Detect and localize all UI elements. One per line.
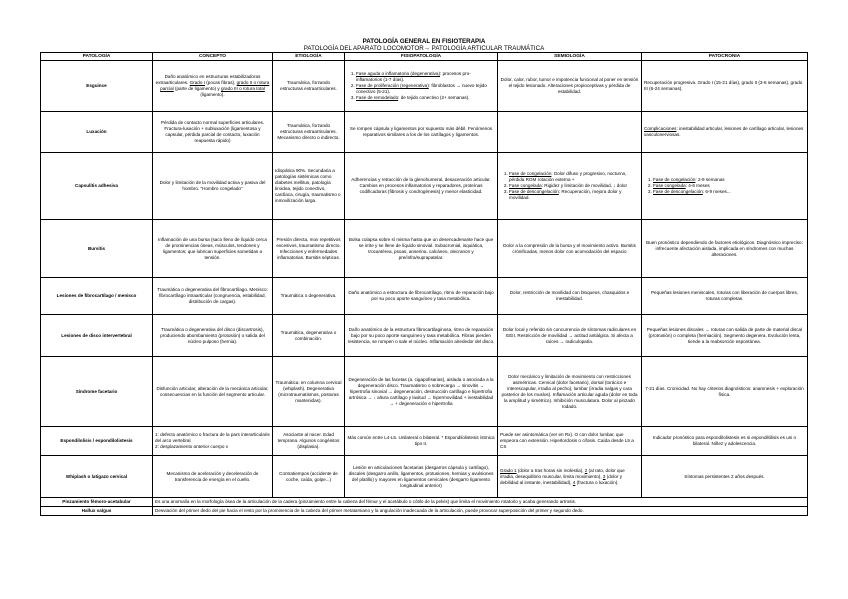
table-row-fibrocartilago [41,278,808,315]
patocronia-cell: Buen pronóstico dependiendo de factores etiológicos. Diagnóstico impreciso: infrecuente afectación aislada, implicada en síndromes con muchas alteraciones. [642,220,808,278]
etiologia-cell: Presión directa, mov repetitivos excesivos, traumatismo directo. Infecciones y enfermedades inflamatorias. Bursitis sépticas. [273,220,345,278]
pathology-name: Esguince [41,61,153,112]
pathology-name: Capsulitis adhesiva [41,153,153,220]
etiologia-cell: Traumática: en columna cervical (whiplash). Degenerativa (microtraumatismos, posturas mantenidas). [273,357,345,427]
fisiopatologia-cell: Más común entre L4-L5. Unilateral o bilateral. * Espondilolistesis ístmica tipo II. [345,427,498,456]
column-header: ETIOLOGÍA [273,53,345,61]
pathology-name: Whiplash o latigazo cervical [41,456,153,498]
patocronia-cell: Indicador pronóstico para espondilolistesis es si espondilólisis es uni o bilateral. Niñez y adolescencia. [642,427,808,456]
concepto-cell: Pérdida de contacto normal superficies articulares. Fractura-luxación + subluxación (ligamentosa y capsular, pérdida parcial de contacto, luxación reapuesta rápido) [153,112,273,153]
list-item: 3. Fase de descongelación: 6-9 meses... [653,189,805,195]
description-cell: Desviación del primer dedo del pie hacia el resto por la prominencia de la cabeza del primer metatarsiano y la angulación inadecuada de la articulación, puede provocar superposición del primer y segundo dedo. [153,507,808,516]
table-row-pinzamiento [41,498,808,507]
pathology-name: Lesiones de fibrocartílago / menisco [41,278,153,315]
list-item: 1. Fase de congelación: Dolor difuso y progresivo, nocturno, pérdida ROM rotación externa + [509,171,639,183]
table-row-disco [41,315,808,357]
etiologia-cell: Asociante al nacer. Edad temprana. Algunos congénitos (displasia). [273,427,345,456]
patocronia-cell: Recuperación progresiva. Grado I (15-21 días), grado II (3-6 semanas), grado III (6-24 semanas). [642,61,808,112]
list-item: 2. Fase congelada: 4-6 meses [653,183,805,189]
concepto-cell: Disfunción articular, alteración de la mecánica articular, consecuencias en la función del segmento articular. [153,357,273,427]
document-title: PATOLOGÍA GENERAL EN FISIOTERAPIA [362,38,486,45]
semiologia-cell: Dolor local y referido sin concurrencia de síntomas radiculares en EEII. Restricción de movilidad → actitud antiálgica. Si afecta a raíces → radiculopatía. [498,315,642,357]
semiologia-cell: Dolor a la compresión de la bursa y el movimiento activo. Bursitis crónificadas, menos dolor con acomodación del espacio [498,220,642,278]
list-item: 1. Fase aguda o inflamatoria (degenerativa): procesos pro-inflamatorios (1-7 días). [356,71,495,83]
pathology-name: Hallux valgus [41,507,153,516]
description-cell: Es una anomalía en la morfología ósea de la articulación de la cadera (pinzamiento entre la cabeza del fémur y el acetábulo o cótilo de la pelvis) que limita el movimiento rotatorio y acaba generando artrosis. [153,498,808,507]
patocronia-cell: Complicaciones: inestabilidad articular, lesiones de cartílago articular, lesiones vasculonerviosas. [642,112,808,153]
column-header: SEMIOLOGÍA [498,53,642,61]
semiologia-cell: Dolor, calor, rubor, tumor e impotencia funcional al poner en tensión el tejido lesionado. Alteraciones propioceptivas y pérdida de estabilidad. [498,61,642,112]
concepto-cell: Dolor y limitación de la movilidad activa y pasiva del hombro. "Hombro congelado" [153,153,273,220]
table-row-hallux [41,507,808,516]
pathology-table [40,52,808,516]
table-row-capsulitis [41,153,808,220]
list-item: 2. Fase de proliferación (regenerativa): fibroblastos → nuevo tejido conectivo (5-21). [356,83,495,95]
pathology-name: Bursitis [41,220,153,278]
document-subtitle: PATOLOGÍA DEL APARATO LOCOMOTOR→ PATOLOGÍA ARTICULAR TRAUMÁTICA [303,45,545,52]
table-header-row [41,53,808,61]
fisiopatologia-cell: Se rompen cápsula y ligamentos por supuesto más débil. Fenómenos reparativos similares a los de los cartílagos y ligamentos. [345,112,498,153]
pathology-name: Luxación [41,112,153,153]
fisiopatologia-cell: Lesión en articulaciones facetarias (desgarros cápsula y cartílago), discales (desgarro anillo, ligamentos, protusiones, hernias y avulsiones del platillo) y mayores en ligamentos cervicales (desgarro ligamento longitudinal anterior) [345,456,498,498]
pathology-name: Lesiones de disco intervertebral [41,315,153,357]
column-header: PATOCRONIA [642,53,808,61]
patocronia-cell [642,153,808,220]
fisiopatologia-cell: Daño anatómico a estructura de fibrocartílago, ritmo de reparación bajo por su poco aporte sanguíneo y tasa metabólica. [345,278,498,315]
patocronia-cell: Síntomas persistentes 2 años después. [642,456,808,498]
table-row-whiplash [41,456,808,498]
concepto-cell: Daño anatómico en estructuras estabilizadoras extraarticulares. Grado I (pocas fibras), grado II o rotura parcial (parte de ligamento) y grado III o rotura total (ligamento). [153,61,273,112]
semiologia-cell: Grado 1 (dolor a tras horas sin molestia), 2 (al rato, dolor que irradia, desequilibrio muscular, limita movimiento), 3 (dolor y debilidad al instante, inestabilidad), 4 (fractura o luxación). [498,456,642,498]
semiologia-cell: Puede ser asintomática (ver en Rx). O con dolor lumbar, que empeora con extensión. Hiperlordosis o cifosis. Caída desde L5 a CS [498,427,642,456]
semiologia-cell: Dolor, restricción de movilidad con bloqueos, chasquidos e inestabilidad. [498,278,642,315]
fisiopatologia-cell: Bolsa colapsa sobre sí misma hasta que un desencadenante hace que se irrite y se llene de líquido sinovial. Subacromial, isquiática, trocantérea, psoas, anserina, calcáneo, olecranon y pre/infra/suprapatelar. [345,220,498,278]
concepto-cell: Traumática o degenerativa del disco (discartrosis), produciendo abombamiento (protusión) o salida del núcleo pulposo (hernia). [153,315,273,357]
semiologia-cell [498,112,642,153]
semiologia-cell [498,153,642,220]
list-item: 3. Fase de remodelado: de tejido conectivo (2+ semanas). [356,95,495,101]
concepto-cell: Inflamación de una bursa (saco lleno de líquido cerca de prominencias óseas, músculos, tendones y ligamentos; que lubrican superficies sometidas a tensión. [153,220,273,278]
fisiopatologia-cell: Degeneración de las facetas (a. cigapofisarias), aislada o asociada a la degeneración disco. Traumatismo o sobrecarga → sinovitis → hipertrofia sinovial → degeneración, destrucción cartílago e hipertrofia artrósica → ↓ altura cartílago y laxitud → hipermovilidad + inestabilidad → + degeneración e hipertrofia [345,357,498,427]
fisiopatologia-cell: Adherencias y retracción de la glenohumeral, desaceración articular. Cambios en procesos inflamatorios y reparadores, proteínas codificadoras (fibrosis y condrogénesis) y menor elasticidad. [345,153,498,220]
table-row-luxacion [41,112,808,153]
concepto-cell: Mecanismo de aceleración y deceleración de transferencia de energía en el cuello. [153,456,273,498]
pathology-name: Espondilolisis / espondilolistesis [41,427,153,456]
patocronia-cell: Pequeñas lesiones discales → roturas con salida de parte de material discal (protrusión) o completa (herniación). Segmento degenera. Evolución lenta, tiende a la reabsorción espontánea. [642,315,808,357]
patocronia-cell: Pequeñas lesiones meniscales, roturas con liberación de cuerpos libres, roturas completas. [642,278,808,315]
patocronia-cell: 7-21 días. Cronicidad. No hay criterios diagnósticos: anamnesis + exploración física. [642,357,808,427]
fisiopatologia-cell [345,61,498,112]
pathology-name: Pinzamiento fémoro-acetabular [41,498,153,507]
etiologia-cell: Idiopática 90%. Secundaria a patologías sistémicas como diabetes mellitus, patología tiroidea, tejido conectivo, cardíaca, cirugía, traumatismo o inmovilización larga. [273,153,345,220]
etiologia-cell: Contratiempos (accidente de coche, caída, golpe...) [273,456,345,498]
table-row-esguince [41,61,808,112]
column-header: PATOLOGÍA [41,53,153,61]
etiologia-cell: Traumática, forzando estructuras extraarticulares. Mecanismo directo o indirecto. [273,112,345,153]
etiologia-cell: Traumática, degenerativa o combinación. [273,315,345,357]
list-item: 2. Fase congelada: Rigidez y limitación de movilidad, ↓ dolor [509,183,639,189]
list-item: 3. Fase de descongelación: Recuperación, mejora dolor y movilidad. [509,189,639,201]
column-header: FISIOPATOLOGÍA [345,53,498,61]
pathology-name: Síndrome facetario [41,357,153,427]
table-row-espondilolisis [41,427,808,456]
list-item: 1. Fase de congelación: 2-9 semanas [653,177,805,183]
concepto-cell: 1: defecto anatómico o fractura de la pars interarticularis del arco vertebral 2: desplazamiento anterior cuerpo v [153,427,273,456]
fisiopatologia-cell: Daño anatómico de la estructura fibrocartilaginosa, ritmo de reparación bajo por su poco aporte sanguíneo y tasa metabólica. Fibras pierden resistencia, se rompen o sale el núcleo. Inflamación alrededor del disco. [345,315,498,357]
etiologia-cell: Traumática o degenerativa. [273,278,345,315]
table-row-facetario [41,357,808,427]
column-header: CONCEPTO [153,53,273,61]
concepto-cell: Traumática o degenerativa del fibrocartílago. Menisco: fibrocartílago intraarticular (congruencia, estabilidad, distribución de cargas). [153,278,273,315]
etiologia-cell: Traumática, forzando estructuras extraarticulares. [273,61,345,112]
semiologia-cell: Dolor mecánico y limitación de movimiento con restricciones asimétricas. Cervical (dolor facetario), dorsal (torácico e interescapular, irradia al pecho), lumbar (irradia nalgas y cara posterior de los muslos). Inflamación articular aguda (dolor en toda la amplitud y simétrico). Inhibición musculatura. Dolor al pinzado rodado. [498,357,642,427]
table-row-bursitis [41,220,808,278]
